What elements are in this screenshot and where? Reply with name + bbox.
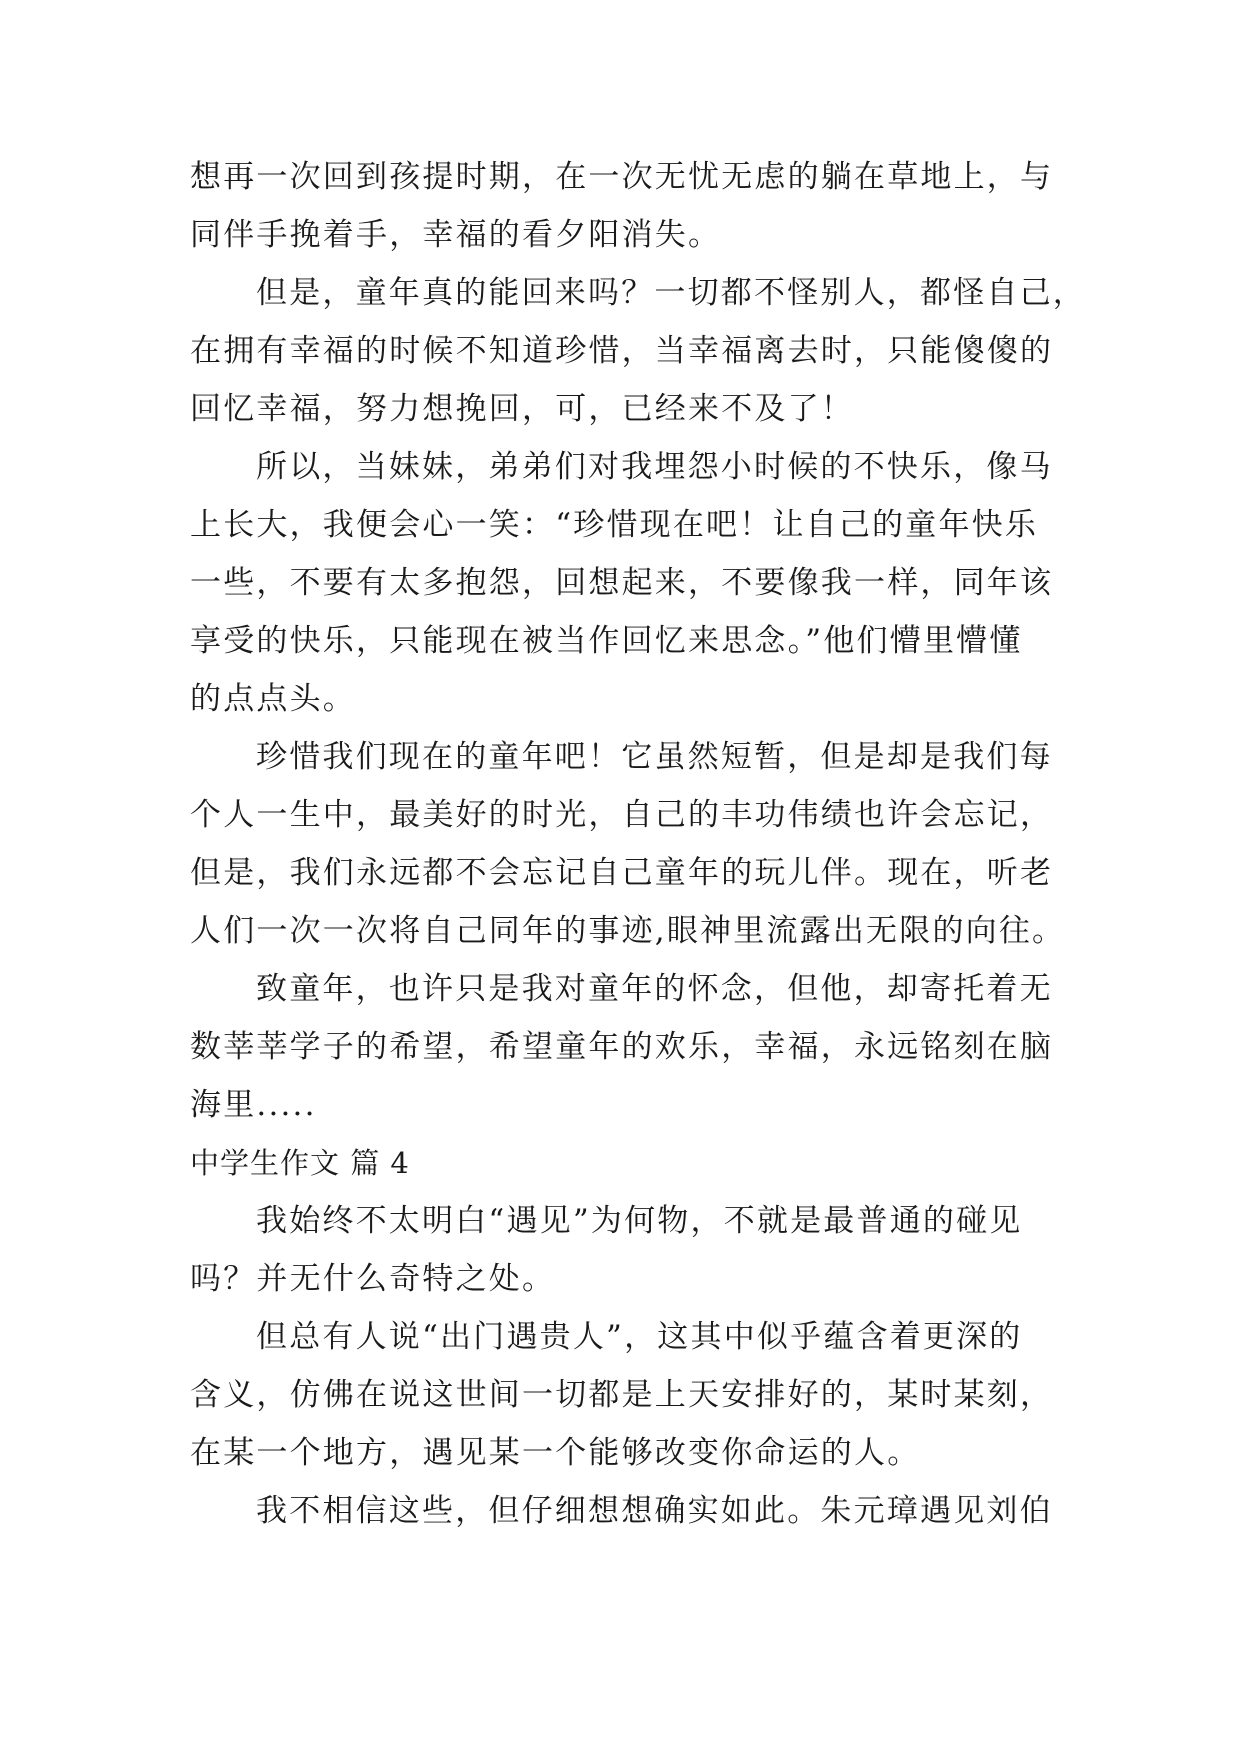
- paragraph-start: 但是，童年真的能回来吗？一切都不怪别人，都怪自己，: [256, 275, 1086, 311]
- text-line: 含义，仿佛在说这世间一切都是上天安排好的，某时某刻，: [190, 1377, 1054, 1413]
- text-line: 回忆幸福，努力想挽回，可，已经来不及了！: [190, 391, 854, 427]
- text-line: 享受的快乐，只能现在被当作回忆来思念。”他们懵里懵懂: [190, 623, 1023, 659]
- paragraph-start: 我始终不太明白“遇见”为何物，不就是最普通的碰见: [256, 1203, 1023, 1239]
- section-heading: 中学生作文 篇 4: [190, 1146, 410, 1180]
- text-line: 人们一次一次将自己同年的事迹,眼神里流露出无限的向往。: [190, 913, 1066, 949]
- paragraph-start: 所以，当妹妹，弟弟们对我埋怨小时候的不快乐，像马: [256, 449, 1053, 485]
- text-line: 一些，不要有太多抱怨，回想起来，不要像我一样，同年该: [190, 565, 1054, 601]
- text-line: 但是，我们永远都不会忘记自己童年的玩儿伴。现在，听老: [190, 855, 1054, 891]
- paragraph-start: 我不相信这些，但仔细想想确实如此。朱元璋遇见刘伯: [256, 1493, 1053, 1529]
- text-line: 的点点头。: [190, 681, 356, 717]
- document-body: [190, 148, 1086, 1540]
- text-line: 数莘莘学子的希望，希望童年的欢乐，幸福，永远铭刻在脑: [190, 1029, 1054, 1065]
- text-line: 吗？并无什么奇特之处。: [190, 1261, 556, 1297]
- text-line: 海里.....: [190, 1087, 317, 1123]
- text-line: 在某一个地方，遇见某一个能够改变你命运的人。: [190, 1435, 921, 1471]
- text-line: 想再一次回到孩提时期，在一次无忧无虑的躺在草地上，与: [190, 159, 1054, 195]
- paragraph-start: 但总有人说“出门遇贵人”，这其中似乎蕴含着更深的: [256, 1319, 1023, 1355]
- text-line: 个人一生中，最美好的时光，自己的丰功伟绩也许会忘记，: [190, 797, 1054, 833]
- paragraph-start: 珍惜我们现在的童年吧！它虽然短暂，但是却是我们每: [256, 739, 1053, 775]
- text-line: 在拥有幸福的时候不知道珍惜，当幸福离去时，只能傻傻的: [190, 333, 1054, 369]
- text-line: 同伴手挽着手，幸福的看夕阳消失。: [190, 217, 722, 253]
- paragraph-start: 致童年，也许只是我对童年的怀念，但他，却寄托着无: [256, 971, 1053, 1007]
- text-line: 上长大，我便会心一笑：“珍惜现在吧！让自己的童年快乐: [190, 507, 1039, 543]
